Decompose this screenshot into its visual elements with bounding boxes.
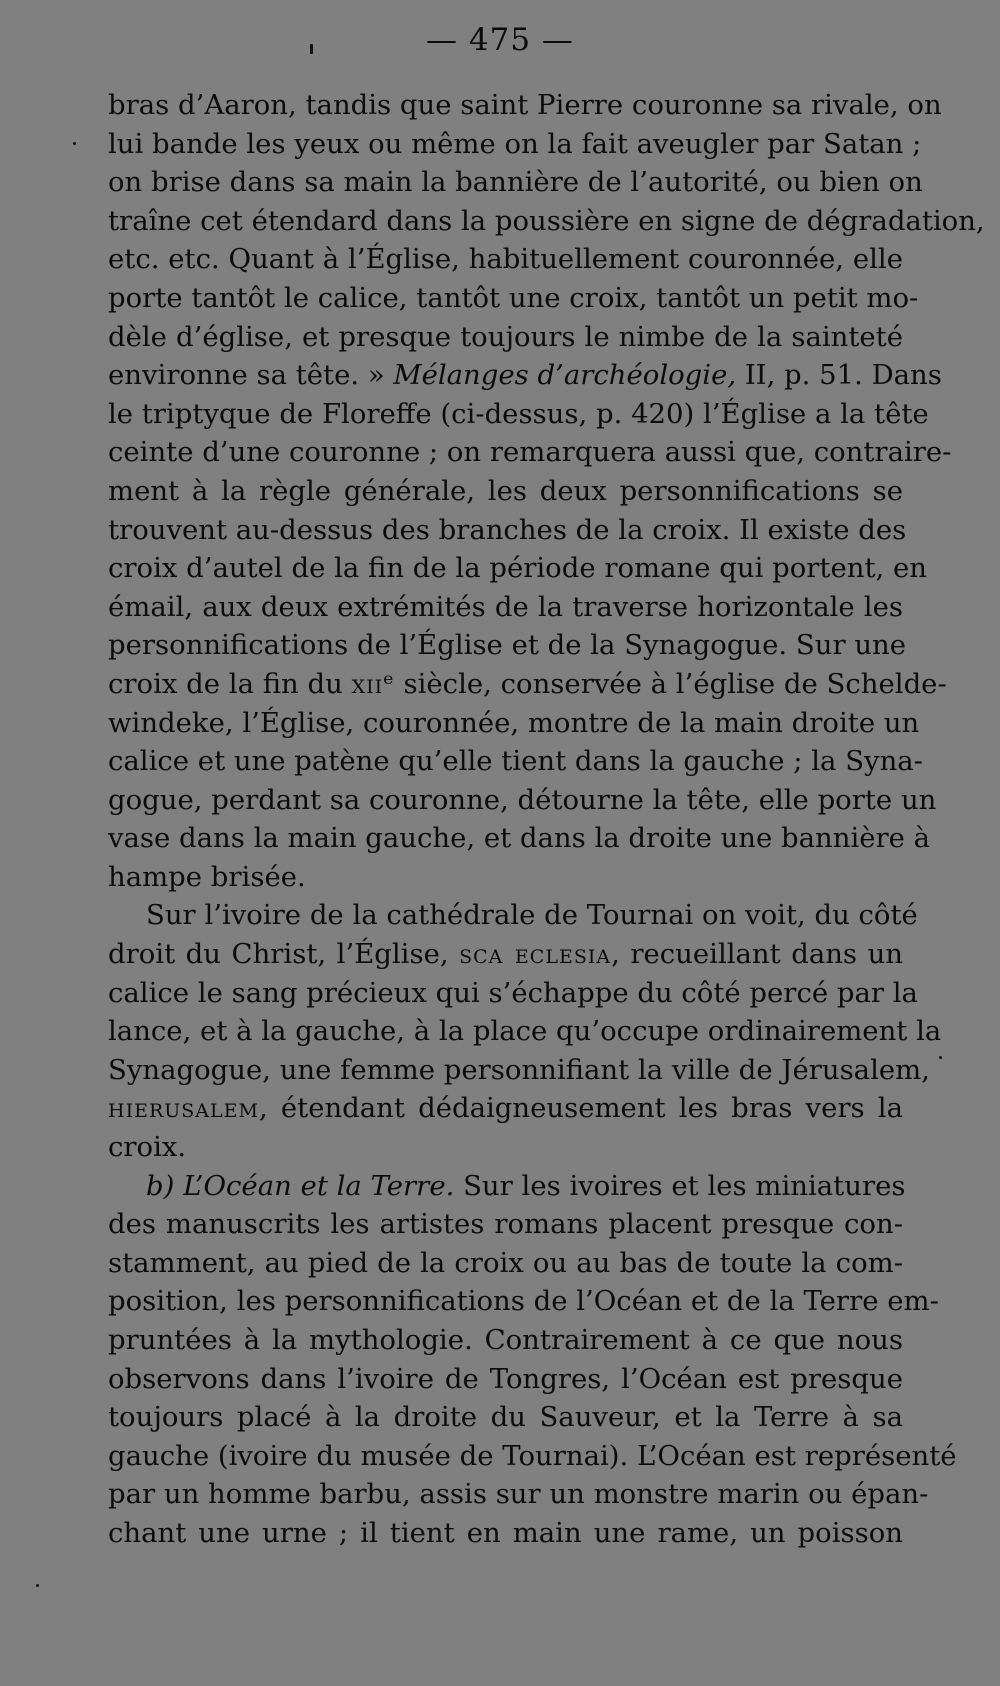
text-line: calice le sang précieux qui s’échappe du côté percé par la [108,976,918,1009]
text-line: bras d’Aaron, tandis que saint Pierre couronne sa rivale, on [108,89,942,121]
body-text [108,86,985,1553]
century-numeral: xiiᵉ [351,667,395,700]
text-segment: , étendant dédaigneusement les bras vers la [258,1092,903,1125]
text-line: dèle d’église, et presque toujours le nimbe de la sainteté [108,320,903,353]
text-line: hampe brisée. [108,860,306,893]
text-line: ment à la règle générale, les deux personnifications se [108,474,903,507]
text-line [108,665,947,704]
text-segment: environne sa tête. » [108,359,385,392]
text-line: porte tantôt le calice, tantôt une croix, tantôt un petit mo- [108,281,919,314]
text-line: pruntées à la mythologie. Contrairement à ce que nous [108,1324,903,1356]
text-line: observons dans l’ivoire de Tongres, l’Océan est presque [108,1362,903,1395]
scan-speck [36,1584,39,1587]
section-heading: b) L’Océan et la Terre. [146,1169,455,1202]
text-line: chant une urne ; il tient en main une rame, un poisson [108,1516,903,1549]
text-line: le triptyque de Floreffe (ci-dessus, p. 420) l’Église a la tête [108,397,929,430]
text-line: personnifications de l’Église et de la Synagogue. Sur une [108,629,907,662]
text-line: etc. etc. Quant à l’Église, habituellement couronnée, elle [108,243,903,276]
text-line: gauche (ivoire du musée de Tournai). L’Océan est représenté [108,1439,957,1472]
italic-title: Mélanges d’archéologie, [393,359,737,392]
text-segment: droit du Christ, l’Église, [108,938,449,971]
text-segment: croix de la fin du [108,667,343,700]
scan-speck [310,44,313,54]
scan-speck [73,142,76,145]
text-line: lui bande les yeux ou même on la fait aveugler par Satan ; [108,127,922,160]
text-line: gogue, perdant sa couronne, détourne la tête, elle porte un [108,783,937,816]
text-line: des manuscrits les artistes romans placent presque con- [108,1208,903,1241]
text-line: par un homme barbu, assis sur un monstre marin ou épan- [108,1478,929,1511]
text-line: stamment, au pied de la croix ou au bas de toute la com- [108,1246,903,1279]
text-line: croix. [108,1131,187,1164]
text-line: trouvent au-dessus des branches de la croix. Il existe des [108,513,907,546]
text-line: on brise dans sa main la bannière de l’autorité, ou bien on [108,166,923,199]
text-line: Sur l’ivoire de la cathédrale de Tournai on voit, du côté [146,899,918,932]
text-line: calice et une patène qu’elle tient dans la gauche ; la Syna- [108,745,923,778]
text-segment: II, p. 51. Dans [744,359,942,392]
page-number: — 475 — [426,22,574,58]
text-line: position, les personnifications de l’Océan et de la Terre em- [108,1285,939,1318]
text-line [108,356,942,395]
scan-speck [939,1056,942,1059]
text-line: vase dans la main gauche, et dans la droite une bannière à [108,822,931,855]
text-line: windeke, l’Église, couronnée, montre de la main droite un [108,706,920,739]
inscription: sca eclesia [459,938,612,971]
text-segment: siècle, conservée à l’église de Schelde- [403,667,947,700]
text-line: toujours placé à la droite du Sauveur, et la Terre à sa [108,1401,903,1434]
text-line [108,1089,903,1128]
text-segment: , recueillant dans un [611,938,904,971]
text-line: traîne cet étendard dans la poussière en signe de dégradation, [108,204,985,237]
text-line [108,935,903,974]
text-line: ceinte d’une couronne ; on remarquera aussi que, contraire- [108,436,952,469]
text-line [108,1167,906,1206]
text-line: croix d’autel de la fin de la période romane qui portent, en [108,552,927,585]
text-segment: Sur les ivoires et les miniatures [463,1169,906,1202]
inscription: hierusalem [108,1092,259,1125]
text-line: Synagogue, une femme personnifiant la ville de Jérusalem, [108,1053,930,1086]
text-line: émail, aux deux extrémités de la traverse horizontale les [108,590,903,623]
text-line: lance, et à la gauche, à la place qu’occupe ordinairement la [108,1015,942,1048]
